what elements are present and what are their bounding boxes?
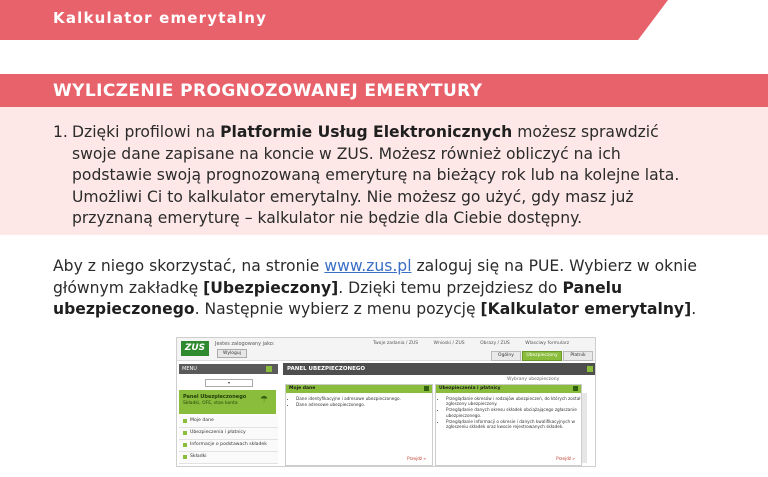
- box-list: [286, 396, 432, 407]
- step-number: 1.: [53, 123, 68, 141]
- box-title: Ubezpieczenia i płatnicy: [439, 386, 501, 391]
- step-bold-platform: Platformie Usług Elektronicznych: [220, 123, 513, 141]
- menu-item-skladki[interactable]: [179, 452, 278, 464]
- umbrella-icon: ☂: [260, 395, 269, 405]
- top-link-2[interactable]: Wnioski / ZUS: [433, 341, 465, 346]
- menu-item-label: Informacje o podstawach składek: [190, 442, 267, 447]
- bullet-icon: [183, 455, 187, 459]
- list-item: • Dane adresowe ubezpieczonego.: [296, 402, 432, 407]
- step-text-a: Dzięki profilowi na: [72, 123, 221, 141]
- section-title: WYLICZENIE PROGNOZOWANEJ EMERYTURY: [53, 81, 483, 101]
- scrollbar[interactable]: [582, 393, 587, 463]
- menu-header: [179, 364, 278, 374]
- top-link-3[interactable]: Obrazy / ZUS: [480, 341, 510, 346]
- menu-item-moje-dane[interactable]: [179, 416, 278, 428]
- tab-ogolny[interactable]: Ogólny: [491, 351, 521, 361]
- para-bold-kalkulator: [Kalkulator emerytalny]: [480, 300, 692, 318]
- zus-logo: ZUS: [181, 341, 209, 356]
- para-bold-ubezpieczony: [Ubezpieczony]: [203, 278, 339, 297]
- para-text-b: zaloguj się na PUE. Wybierz w oknie głównym zakładkę: [53, 257, 698, 297]
- more-link[interactable]: Przejdź »: [407, 456, 426, 461]
- menu-title: MENU: [182, 366, 197, 372]
- pue-screenshot: [176, 337, 596, 467]
- menu-item-informacje[interactable]: [179, 440, 278, 452]
- list-item: • Przeglądanie okresów i rodzajów ubezpieczeń, do których został zgłoszony ubezpieczony.: [446, 396, 581, 406]
- menu-item-ubezpieczenia[interactable]: [179, 428, 278, 440]
- para-text-c: . Dzięki temu przejdziesz do: [338, 278, 563, 297]
- bullet-icon: [183, 443, 187, 447]
- panel-subtitle: Wybrany ubezpieczony: [507, 377, 560, 382]
- profile-box[interactable]: [179, 390, 276, 414]
- para-bold-panel: Panelu ubezpieczonego: [53, 278, 623, 318]
- list-item: • Dane identyfikacyjne i adresowe ubezpieczonego.: [296, 396, 432, 401]
- box-ubezpieczenia: [435, 384, 582, 466]
- para-text-e: .: [691, 300, 697, 318]
- logout-button[interactable]: Wyloguj: [217, 349, 247, 358]
- box-moje-dane: [285, 384, 433, 466]
- top-link-4[interactable]: Wlasciwy formularz: [525, 341, 570, 346]
- menu-search-input[interactable]: ▾: [205, 379, 253, 387]
- step-text: [72, 122, 693, 230]
- instructions-paragraph: [53, 256, 713, 321]
- more-link[interactable]: Przejdź »: [556, 456, 575, 461]
- header-title: Kalkulator emerytalny: [53, 9, 268, 27]
- box-header: [286, 385, 432, 393]
- step-text-b: możesz sprawdzić swoje dane zapisane na koncie w ZUS. Możesz również obliczyć na ich podstawie swoją prognozowaną emeryturę na bieżący rok lub na kolejne lata. Umożliwi Ci to kalkulator emerytalny. Nie możesz go użyć, gdy masz już przyznaną emeryturę – kalkulator nie będzie dla Ciebie dostępny.: [72, 123, 680, 227]
- profile-sub: Składki, OFE, stan konta: [183, 401, 238, 406]
- menu-collapse-icon[interactable]: [266, 366, 272, 372]
- panel-header: [283, 363, 596, 375]
- step-1: [53, 122, 693, 230]
- box-list: [436, 396, 581, 429]
- bullet-icon: [183, 431, 187, 435]
- para-text-a: Aby z niego skorzystać, na stronie: [53, 257, 325, 275]
- tab-platnik[interactable]: Płatnik: [563, 351, 593, 361]
- box-header: [436, 385, 581, 393]
- panel-close-icon[interactable]: [587, 366, 593, 372]
- box-close-icon[interactable]: [573, 386, 578, 391]
- profile-name: Panel Ubezpieczonego: [183, 394, 247, 400]
- menu-item-label: Moje dane: [190, 418, 214, 423]
- menu-item-label: Ubezpieczenia i płatnicy: [190, 430, 246, 435]
- menu-item-label: Składki: [190, 454, 207, 459]
- para-text-d: . Następnie wybierz z menu pozycję: [194, 300, 481, 318]
- box-close-icon[interactable]: [424, 386, 429, 391]
- list-item: • Przeglądanie informacji o okresie i danych kwalifikacyjnych w zgłoszeniu składek oraz kwocie rejestrowanych składek.: [446, 419, 581, 429]
- bullet-icon: [183, 419, 187, 423]
- pue-top-links: [373, 341, 583, 346]
- zus-link[interactable]: www.zus.pl: [324, 257, 412, 275]
- tab-ubezpieczony[interactable]: Ubezpieczony: [522, 351, 562, 361]
- pue-user-line: Jestes zalogowany jako:: [215, 341, 275, 347]
- box-title: Moje dane: [289, 386, 316, 391]
- panel-title: PANEL UBEZPIECZONEGO: [287, 366, 366, 372]
- list-item: • Przeglądanie danych okresu składek obciążającego zgłaszanie ubezpieczonego.: [446, 407, 581, 417]
- top-link-1[interactable]: Twoje zadania / ZUS: [373, 341, 419, 346]
